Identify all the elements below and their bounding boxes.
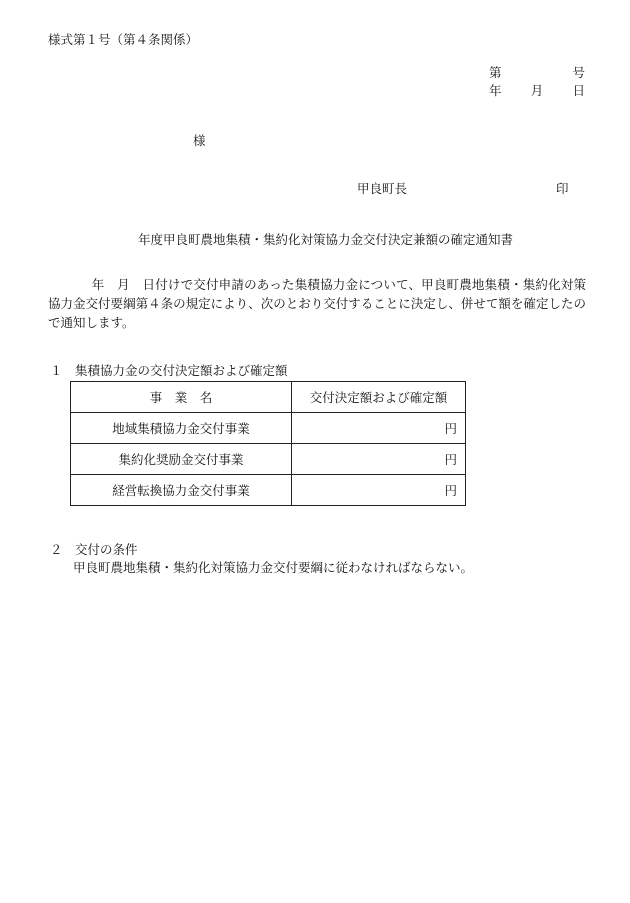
- recipient-suffix: 様: [193, 133, 206, 148]
- project-name: 集約化奨励金交付事業: [71, 444, 292, 475]
- amount-cell: 円: [292, 475, 466, 506]
- number-suffix: 号: [572, 65, 585, 80]
- table-row: [71, 475, 466, 506]
- section1-title: １ 集積協力金の交付決定額および確定額: [50, 363, 288, 378]
- amount-cell: 円: [292, 413, 466, 444]
- seal-mark: 印: [556, 181, 569, 196]
- header-amount: 交付決定額および確定額: [292, 382, 466, 413]
- project-name: 地域集積協力金交付事業: [71, 413, 292, 444]
- document-date: [489, 85, 585, 98]
- document-title: 年度甲良町農地集積・集約化対策協力金交付決定兼額の確定通知書: [138, 232, 514, 247]
- body-paragraph: 年 月 日付けで交付申請のあった集積協力金について、甲良町農地集積・集約化対策協力金交付要綱第４条の規定により、次のとおり交付することに決定し、併せて額を確定したので通知します。: [48, 277, 586, 330]
- amount-cell: 円: [292, 444, 466, 475]
- date-day: 日: [572, 83, 585, 98]
- date-month: 月: [530, 83, 544, 98]
- section2-body: 甲良町農地集積・集約化対策協力金交付要綱に従わなければならない。: [73, 560, 474, 575]
- amounts-table: [70, 381, 466, 506]
- section2-title: ２ 交付の条件: [50, 542, 138, 557]
- form-label: 様式第１号（第４条関係）: [48, 32, 199, 47]
- table-header-row: [71, 382, 466, 413]
- header-project: 事 業 名: [71, 382, 292, 413]
- project-name: 経営転換協力金交付事業: [71, 475, 292, 506]
- number-prefix: 第: [489, 65, 502, 80]
- document-number: [489, 67, 585, 80]
- table-row: [71, 413, 466, 444]
- sender-name: 甲良町長: [357, 181, 408, 196]
- date-year: 年: [489, 83, 502, 98]
- table-row: [71, 444, 466, 475]
